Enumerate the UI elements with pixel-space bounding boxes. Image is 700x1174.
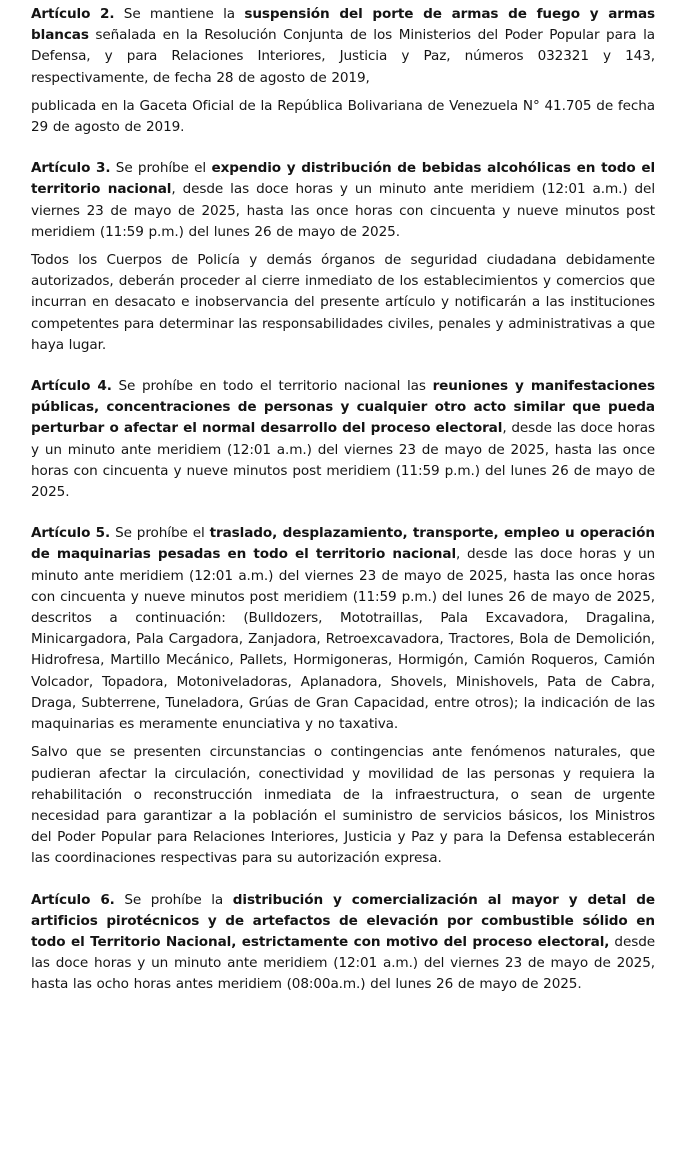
article-5-text-segment: , desde las doce horas y un minuto ante meridiem (12:01 a.m.) del viernes 23 de mayo de 2025, hasta las once horas con cincuenta y nueve minutos post meridiem (11:59 p.m.) del lunes 26 de mayo de 2025, descritos a continuación: (Bulldozers, Mototraillas, Pala Excavadora, Dragalina, Minicargadora, Pala Cargadora, Zanjadora, Retroexcavadora, Tractores, Bola de Demolición, Hidrofresa, Martillo Mecánico, Pallets, Hormigoneras, Hormigón, Camión Roqueros, Camión Volcador, Topadora, Motoniveladoras, Aplanadora, Shovels, Minishovels, Pata de Cabra, Draga, Subterrene, Tuneladora, Grúas de Gran Capacidad, entre otros); la indicación de las maquinarias es meramente enunciativa y no taxativa. bbox=[31, 546, 655, 733]
article-3-text-segment: Se prohíbe el bbox=[110, 160, 212, 177]
article-5-heading: Artículo 5. bbox=[31, 525, 111, 542]
article-5-bold-segment: traslado, desplazamiento, transporte, empleo u operación de maquinarias pesadas en todo el territorio nacional bbox=[31, 525, 655, 563]
article-3-paragraph-2 bbox=[31, 250, 655, 356]
article-2-text-segment: señalada en la Resolución Conjunta de los Ministerios del Poder Popular para la Defensa, y para Relaciones Interiores, Justicia y Paz, números 032321 y 143, respectivamente, de fecha 28 de agosto de 2019, bbox=[31, 27, 655, 86]
article-5-paragraph-1 bbox=[31, 523, 655, 735]
article-6-paragraph-1 bbox=[31, 890, 655, 996]
document-page bbox=[31, 4, 655, 996]
article-2-text-segment: Se mantiene la bbox=[114, 6, 245, 22]
article-6-text-segment: desde las doce horas y un minuto ante meridiem (12:01 a.m.) del viernes 23 de mayo de 2025, hasta las ocho horas antes meridiem (08:00a.m.) del lunes 26 de mayo de 2025. bbox=[31, 933, 655, 993]
article-6-text-segment: Se prohíbe la bbox=[114, 891, 233, 908]
article-6-bold-segment: distribución y comercialización al mayor y detal de artificios pirotécnicos y de artefactos de elevación por combustible sólido en todo el Territorio Nacional, estrictamente con motivo del proceso electoral, bbox=[31, 891, 655, 950]
article-4-heading: Artículo 4. bbox=[31, 378, 112, 395]
article-3-bold-segment: expendio y distribución de bebidas alcohólicas en todo el territorio nacional bbox=[31, 160, 655, 198]
article-6-heading: Artículo 6. bbox=[31, 891, 115, 908]
article-2-heading: Artículo 2. bbox=[31, 6, 115, 22]
article-5-text-segment: Se prohíbe el bbox=[110, 525, 210, 542]
article-3-text-segment: Todos los Cuerpos de Policía y demás órganos de seguridad ciudadana debidamente autorizados, deberán proceder al cierre inmediato de los establecimientos y comercios que incurran en desacato e inobservancia del presente artículo y notificarán a las instituciones competentes para determinar las responsabilidades civiles, penales y administrativas a que haya lugar. bbox=[31, 252, 655, 353]
article-5-paragraph-2 bbox=[31, 742, 655, 869]
article-3-paragraph-1 bbox=[31, 158, 655, 243]
article-4-text-segment: , desde las doce horas y un minuto ante meridiem (12:01 a.m.) del viernes 23 de mayo de 2025, hasta las once horas con cincuenta y nueve minutos post meridiem (11:59 p.m.) del lunes 26 de mayo de 2025. bbox=[31, 420, 655, 501]
article-4-bold-segment: reuniones y manifestaciones públicas, concentraciones de personas y cualquier otro acto similar que pueda perturbar o afectar el normal desarrollo del proceso electoral bbox=[31, 378, 655, 437]
article-5-text-segment: Salvo que se presenten circunstancias o contingencias ante fenómenos naturales, que pudieran afectar la circulación, conectividad y movilidad de las personas y requiera la rehabilitación o reconstrucción inmediata de la infraestructura, o sean de urgente necesidad para garantizar a la población el suministro de servicios básicos, los Ministros del Poder Popular para Relaciones Interiores, Justicia y Paz y para la Defensa establecerán las coordinaciones respectivas para su autorización expresa. bbox=[31, 744, 655, 867]
article-2-paragraph-1 bbox=[31, 4, 655, 89]
article-3-heading: Artículo 3. bbox=[31, 160, 111, 177]
article-4-paragraph-1 bbox=[31, 376, 655, 503]
article-3-text-segment: , desde las doce horas y un minuto ante meridiem (12:01 a.m.) del viernes 23 de mayo de 2025, hasta las once horas con cincuenta y nueve minutos post meridiem (11:59 p.m.) del lunes 26 de mayo de 2025. bbox=[31, 181, 655, 240]
article-2-paragraph-2 bbox=[31, 96, 655, 138]
article-4-text-segment: Se prohíbe en todo el territorio nacional las bbox=[111, 378, 433, 395]
article-2-bold-segment: suspensión del porte de armas de fuego y armas blancas bbox=[31, 6, 656, 44]
article-2-text-segment: publicada en la Gaceta Oficial de la República Bolivariana de Venezuela N° 41.705 de fecha 29 de agosto de 2019. bbox=[31, 97, 655, 136]
